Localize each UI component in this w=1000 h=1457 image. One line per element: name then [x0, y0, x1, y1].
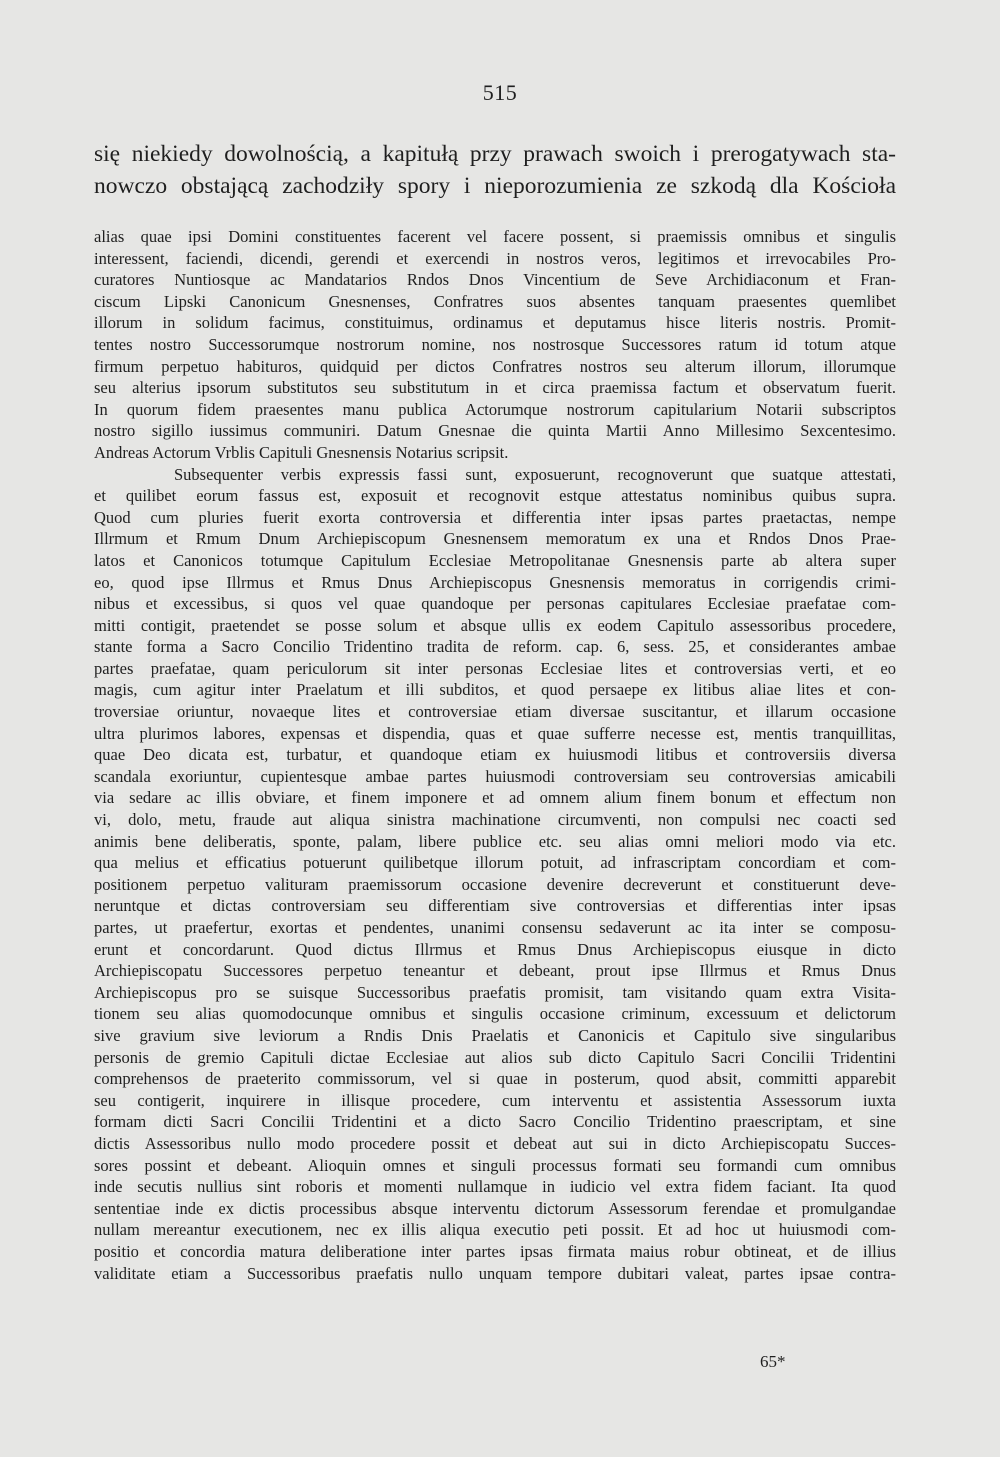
text-line: ciscum Lipski Canonicum Gnesnenses, Confratres suos absentes tanquam praesentes quemlibet [94, 291, 896, 311]
text-line: sententiae inde ex dictis processibus absque interventu dictorum Assessorum ferendae et promulgandae [94, 1198, 896, 1218]
text-line: formam dicti Sacri Concilii Tridentini et a dicto Sacro Concilio Tridentino praescriptam, et sine [94, 1112, 896, 1132]
text-line: troversiae oriuntur, novaeque lites et controversiae etiam diversae suscitantur, et illarum occasione [94, 702, 896, 722]
text-line: seu alterius ipsorum substitutos seu substitutum in et circa praemissa factum et observatum fuerit. [94, 378, 896, 398]
text-line: mitti contigit, praetendet se posse solum et absque ullis ex eodem Capitulo assessoribus procedere, [94, 615, 896, 635]
text-line: animis bene deliberatis, sponte, palam, libere publice etc. seu alias omni meliori modo via etc. [94, 831, 896, 851]
text-line: vi, dolo, metu, fraude aut aliqua sinistra machinatione circumventi, non compulsi nec coacti sed [94, 810, 896, 830]
text-line: illorum in solidum facimus, constituimus, ordinamus et deputamus hisce literis nostris. Promit- [94, 313, 896, 333]
text-line: nostro sigillo iussimus communiri. Datum Gnesnae die quinta Martii Anno Millesimo Sexcentesimo. [94, 421, 896, 441]
text-line: Archiepiscopatu Successores perpetuo teneantur et debeant, prout ipse Illrmus et Rmus Dnus [94, 961, 896, 981]
text-line: nowczo obstającą zachodziły spory i nieporozumienia ze szkodą dla Kościoła [94, 173, 896, 199]
text-line: sive gravium sive leviorum a Rndis Dnis Praelatis et Canonicis et Capitulo sive singularibus [94, 1025, 896, 1045]
text-line: Subsequenter verbis expressis fassi sunt, exposuerunt, recognoverunt que suatque attestati, [174, 464, 896, 484]
text-line: validitate etiam a Successoribus praefatis nullo unquam tempore dubitari valeat, partes ipsae contra- [94, 1263, 896, 1283]
text-line: magis, cum agitur inter Praelatum et illi subditos, et quod persaepe ex litibus aliae lites et con- [94, 680, 896, 700]
text-line: Archiepiscopus pro se suisque Successoribus praefatis promisit, tam visitando quam extra Visita- [94, 982, 896, 1002]
text-line: stante forma a Sacro Concilio Tridentino tradita de reform. cap. 6, sess. 25, et considerantes ambae [94, 637, 896, 657]
text-line: comprehensos de praeterito commissorum, vel si quae in posterum, quod absit, committi apparebit [94, 1069, 896, 1089]
page-number: 515 [482, 80, 518, 105]
text-line: erunt et concordarunt. Quod dictus Illrmus et Rmus Dnus Archiepiscopus eiusque in dicto [94, 939, 896, 959]
text-line: tentes nostro Successorumque nostrorum nomine, nos nostrosque Successores ratum id totum atque [94, 334, 896, 354]
text-line: partes, ut praefertur, exortas et pendentes, unanimi consensu sedaverunt ac ita inter se composu- [94, 918, 896, 937]
text-line: personis de gremio Capituli dictae Ecclesiae aut alios sub dicto Capitulo Sacri Concilii Tridentini [94, 1047, 896, 1067]
text-line: eo, quod ipse Illrmus et Rmus Dnus Archiepiscopus Gnesnensis memoratus in corrigendis crimi- [94, 572, 896, 592]
text-line: Illrmum et Rmum Dnum Archiepiscopum Gnesnensem memoratum ex una et Rndos Dnos Prae- [94, 529, 896, 549]
text-line: firmum perpetuo habituros, quidquid per dictos Confratres nostros seu alterum illorum, illorumque [94, 356, 896, 376]
body-paragraph [94, 226, 896, 1284]
intro-paragraph [94, 138, 896, 202]
text-line: In quorum fidem praesentes manu publica Actorumque nostrorum capitularium Notarii subscriptos [94, 399, 896, 419]
text-line: alias quae ipsi Domini constituentes facerent vel facere possent, si praemissis omnibus et singulis [94, 227, 896, 246]
text-line: tionem seu alias quomodocunque omnibus et singulis occasione criminum, excessuum et delictorum [94, 1004, 896, 1024]
text-line: dictis Assessoribus nullo modo procedere possit et debeat aut sui in dicto Archiepiscopatu Succes- [94, 1133, 896, 1153]
text-line: latos et Canonicos totumque Capitulum Ecclesiae Metropolitanae Gnesnensis parte ab altera super [94, 550, 896, 570]
text-line: Andreas Actorum Vrblis Capituli Gnesnensis Notarius scripsit. [94, 442, 509, 462]
text-line: ultra plurimos labores, expensas et dispendia, quas et quae sufferre necesse est, mentis tranquillitas, [94, 723, 896, 743]
text-line: curatores Nuntiosque ac Mandatarios Rndos Dnos Vincentium de Seve Archidiaconum et Fran- [94, 270, 896, 290]
text-line: positio et concordia matura deliberatione inter partes ipsas firmata maius robur obtineat, et de illius [94, 1241, 896, 1261]
text-line: via sedare ac illis obviare, et finem imponere et ad omnem alium finem bonum et effectum non [94, 788, 896, 808]
text-line: neruntque et dictas controversiam seu differentiam sive controversias et differentias inter ipsas [94, 896, 896, 916]
printer-signature: 65* [760, 1352, 786, 1371]
text-line: sores possint et debeant. Alioquin omnes et singuli processus formati seu formandi cum omnibus [94, 1155, 896, 1175]
text-line: nibus et excessibus, si quos vel quae quandoque per personas capitulares Ecclesiae praefatae com- [94, 594, 896, 614]
text-line: quae Deo dicata est, turbatur, et quandoque etiam ex huiusmodi litibus et controversiis diversa [94, 745, 896, 765]
text-line: positionem perpetuo valituram praemissorum occasione devenire decreverunt et constituerunt deve- [94, 874, 896, 894]
text-line: et quilibet eorum fassus est, exposuit et recognovit estque attestatus nominibus quibus supra. [94, 486, 896, 506]
text-line: Quod cum pluries fuerit exorta controversia et differentia inter ipsas partes praetactas, nempe [94, 507, 896, 527]
text-line: interessent, faciendi, dicendi, gerendi et exercendi in nostros veros, legitimos et irrevocabiles Pro- [94, 248, 896, 268]
text-line: nullam mereantur executionem, nec ex illis aliqua executio peti possit. Et ad hoc ut huiusmodi com- [94, 1220, 896, 1240]
text-line: qua melius et efficatius potuerunt quilibetque illorum potuit, ad infrascriptam concordiam et com- [94, 853, 896, 873]
text-line: partes praefatae, quam periculorum sit inter personas Ecclesiae lites et controversias verti, et eo [94, 658, 896, 678]
text-line: się niekiedy dowolnością, a kapitułą przy prawach swoich i prerogatywach sta- [94, 141, 896, 167]
text-line: seu contigerit, inquirere in illisque procedere, cum interventu et assistentia Assessorum iuxta [94, 1090, 896, 1110]
text-line: inde secutis nullius sint roboris et momenti nullamque in iudicio vel extra fidem faciant. Ita quod [94, 1177, 896, 1197]
text-line: scandala exoriuntur, cupientesque ambae partes huiusmodi controversiam seu controversias amicabili [94, 766, 896, 786]
